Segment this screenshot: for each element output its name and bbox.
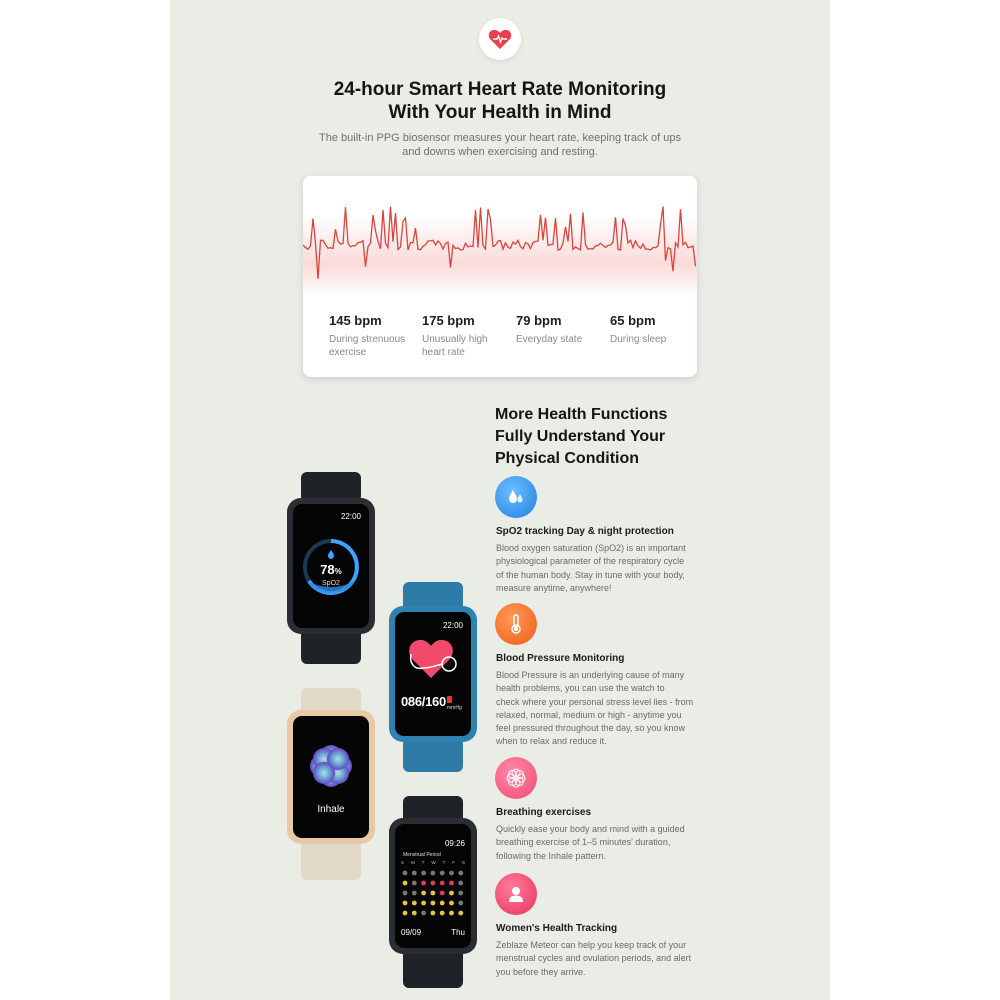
calendar-day-dot: [412, 881, 417, 886]
weekday-label: W: [431, 860, 436, 865]
calendar-day-dot: [449, 891, 454, 896]
heart-rate-card: [303, 176, 697, 377]
weekday-label: S: [461, 860, 465, 865]
calendar-day-dot: [403, 881, 408, 886]
heart-rate-waveform: [303, 176, 697, 306]
calendar-day-dot: [421, 871, 426, 876]
calendar-day-dot: [449, 871, 454, 876]
calendar-day-dot: [458, 881, 463, 886]
calendar-day-dot: [412, 891, 417, 896]
section-title: More Health Functions Fully Understand Your Physical Condition: [495, 406, 668, 467]
stat-strenuous: 145 bpm During strenuous exercise: [329, 313, 406, 358]
watch-breathing-screen: Inhale: [293, 716, 369, 838]
feature-text-breathing: Quickly ease your body and mind with a guided breathing exercise of 1–5 minutes' duration, following the Inhale pattern.: [496, 824, 685, 861]
calendar-day-dot: [403, 891, 408, 896]
breathing-flower-icon: [309, 744, 353, 788]
calendar-day-dot: [440, 911, 445, 916]
thermometer-icon: [495, 603, 537, 645]
calendar-day-dot: [431, 881, 436, 886]
calendar-day-dot: [431, 901, 436, 906]
calendar-day-dot: [403, 871, 408, 876]
water-drop-icon: [495, 476, 537, 518]
calendar-day-dot: [449, 881, 454, 886]
calendar-day-dot: [458, 871, 463, 876]
woman-icon: [495, 873, 537, 915]
calendar-day-dot: [421, 901, 426, 906]
calendar-day-dot: [421, 911, 426, 916]
calendar-day-dot: [440, 871, 445, 876]
calendar-day-dot: [412, 911, 417, 916]
feature-text-bp: Blood Pressure is an underlying cause of many health problems, you can use the watch to check where your personal stress level lies - from relaxed, normal, medium or high - anytime you feel pressured throughout the day, so you know when to relax and reduce it.: [496, 670, 694, 747]
weekday-label: T: [442, 860, 446, 865]
calendar-day-dot: [412, 871, 417, 876]
calendar-day-dot: [440, 891, 445, 896]
watch-bp-screen: 22:00 086/160 mmHg: [395, 612, 471, 736]
feature-title-bp: Blood Pressure Monitoring: [496, 653, 625, 664]
page-subtitle: The built-in PPG biosensor measures your heart rate, keeping track of ups and downs when exercising and resting.: [319, 132, 681, 158]
calendar-day-dot: [421, 881, 426, 886]
heart-icon: [479, 18, 521, 60]
weekday-label: M: [410, 860, 415, 865]
feature-text-spo2: Blood oxygen saturation (SpO2) is an important physiological parameter of the respiratory cycle of the human body. Stay in tune with your body, measure anytime, anywhere!: [496, 543, 686, 593]
stat-sleep: 65 bpm During sleep: [610, 313, 667, 345]
feature-title-spo2: SpO2 tracking Day & night protection: [496, 526, 674, 537]
flower-icon: [495, 757, 537, 799]
calendar-day-dot: [458, 901, 463, 906]
page-title: 24-hour Smart Heart Rate Monitoring With Your Health in Mind: [333, 79, 667, 123]
period-calendar-grid: [401, 868, 465, 918]
calendar-day-dot: [403, 911, 408, 916]
weekday-label: T: [421, 860, 425, 865]
stat-high: 175 bpm Unusually high heart rate: [422, 313, 488, 358]
calendar-day-dot: [421, 891, 426, 896]
calendar-day-dot: [403, 901, 408, 906]
weekday-label: F: [452, 860, 456, 865]
calendar-day-dot: [440, 881, 445, 886]
calendar-day-dot: [449, 911, 454, 916]
calendar-day-dot: [431, 891, 436, 896]
calendar-day-dot: [458, 891, 463, 896]
feature-text-womens-health: Zeblaze Meteor can help you keep track of your menstrual cycles and ovulation periods, and alert you before they arrive.: [496, 940, 692, 977]
stat-everyday: 79 bpm Everyday state: [516, 313, 583, 345]
feature-title-womens-health: Women's Health Tracking: [496, 923, 618, 934]
calendar-day-dot: [449, 901, 454, 906]
calendar-day-dot: [440, 901, 445, 906]
blood-pressure-heart-icon: [405, 634, 461, 680]
calendar-day-dot: [431, 871, 436, 876]
weekday-label: S: [401, 860, 405, 865]
watch-spo2-screen: 22:00 78% SpO2: [293, 504, 369, 628]
calendar-day-dot: [458, 911, 463, 916]
watch-period-screen: 09:26 Menstrual Period S M T W T F S 09/09 Thu: [395, 824, 471, 948]
calendar-day-dot: [412, 901, 417, 906]
calendar-day-dot: [431, 911, 436, 916]
feature-title-breathing: Breathing exercises: [496, 807, 592, 818]
